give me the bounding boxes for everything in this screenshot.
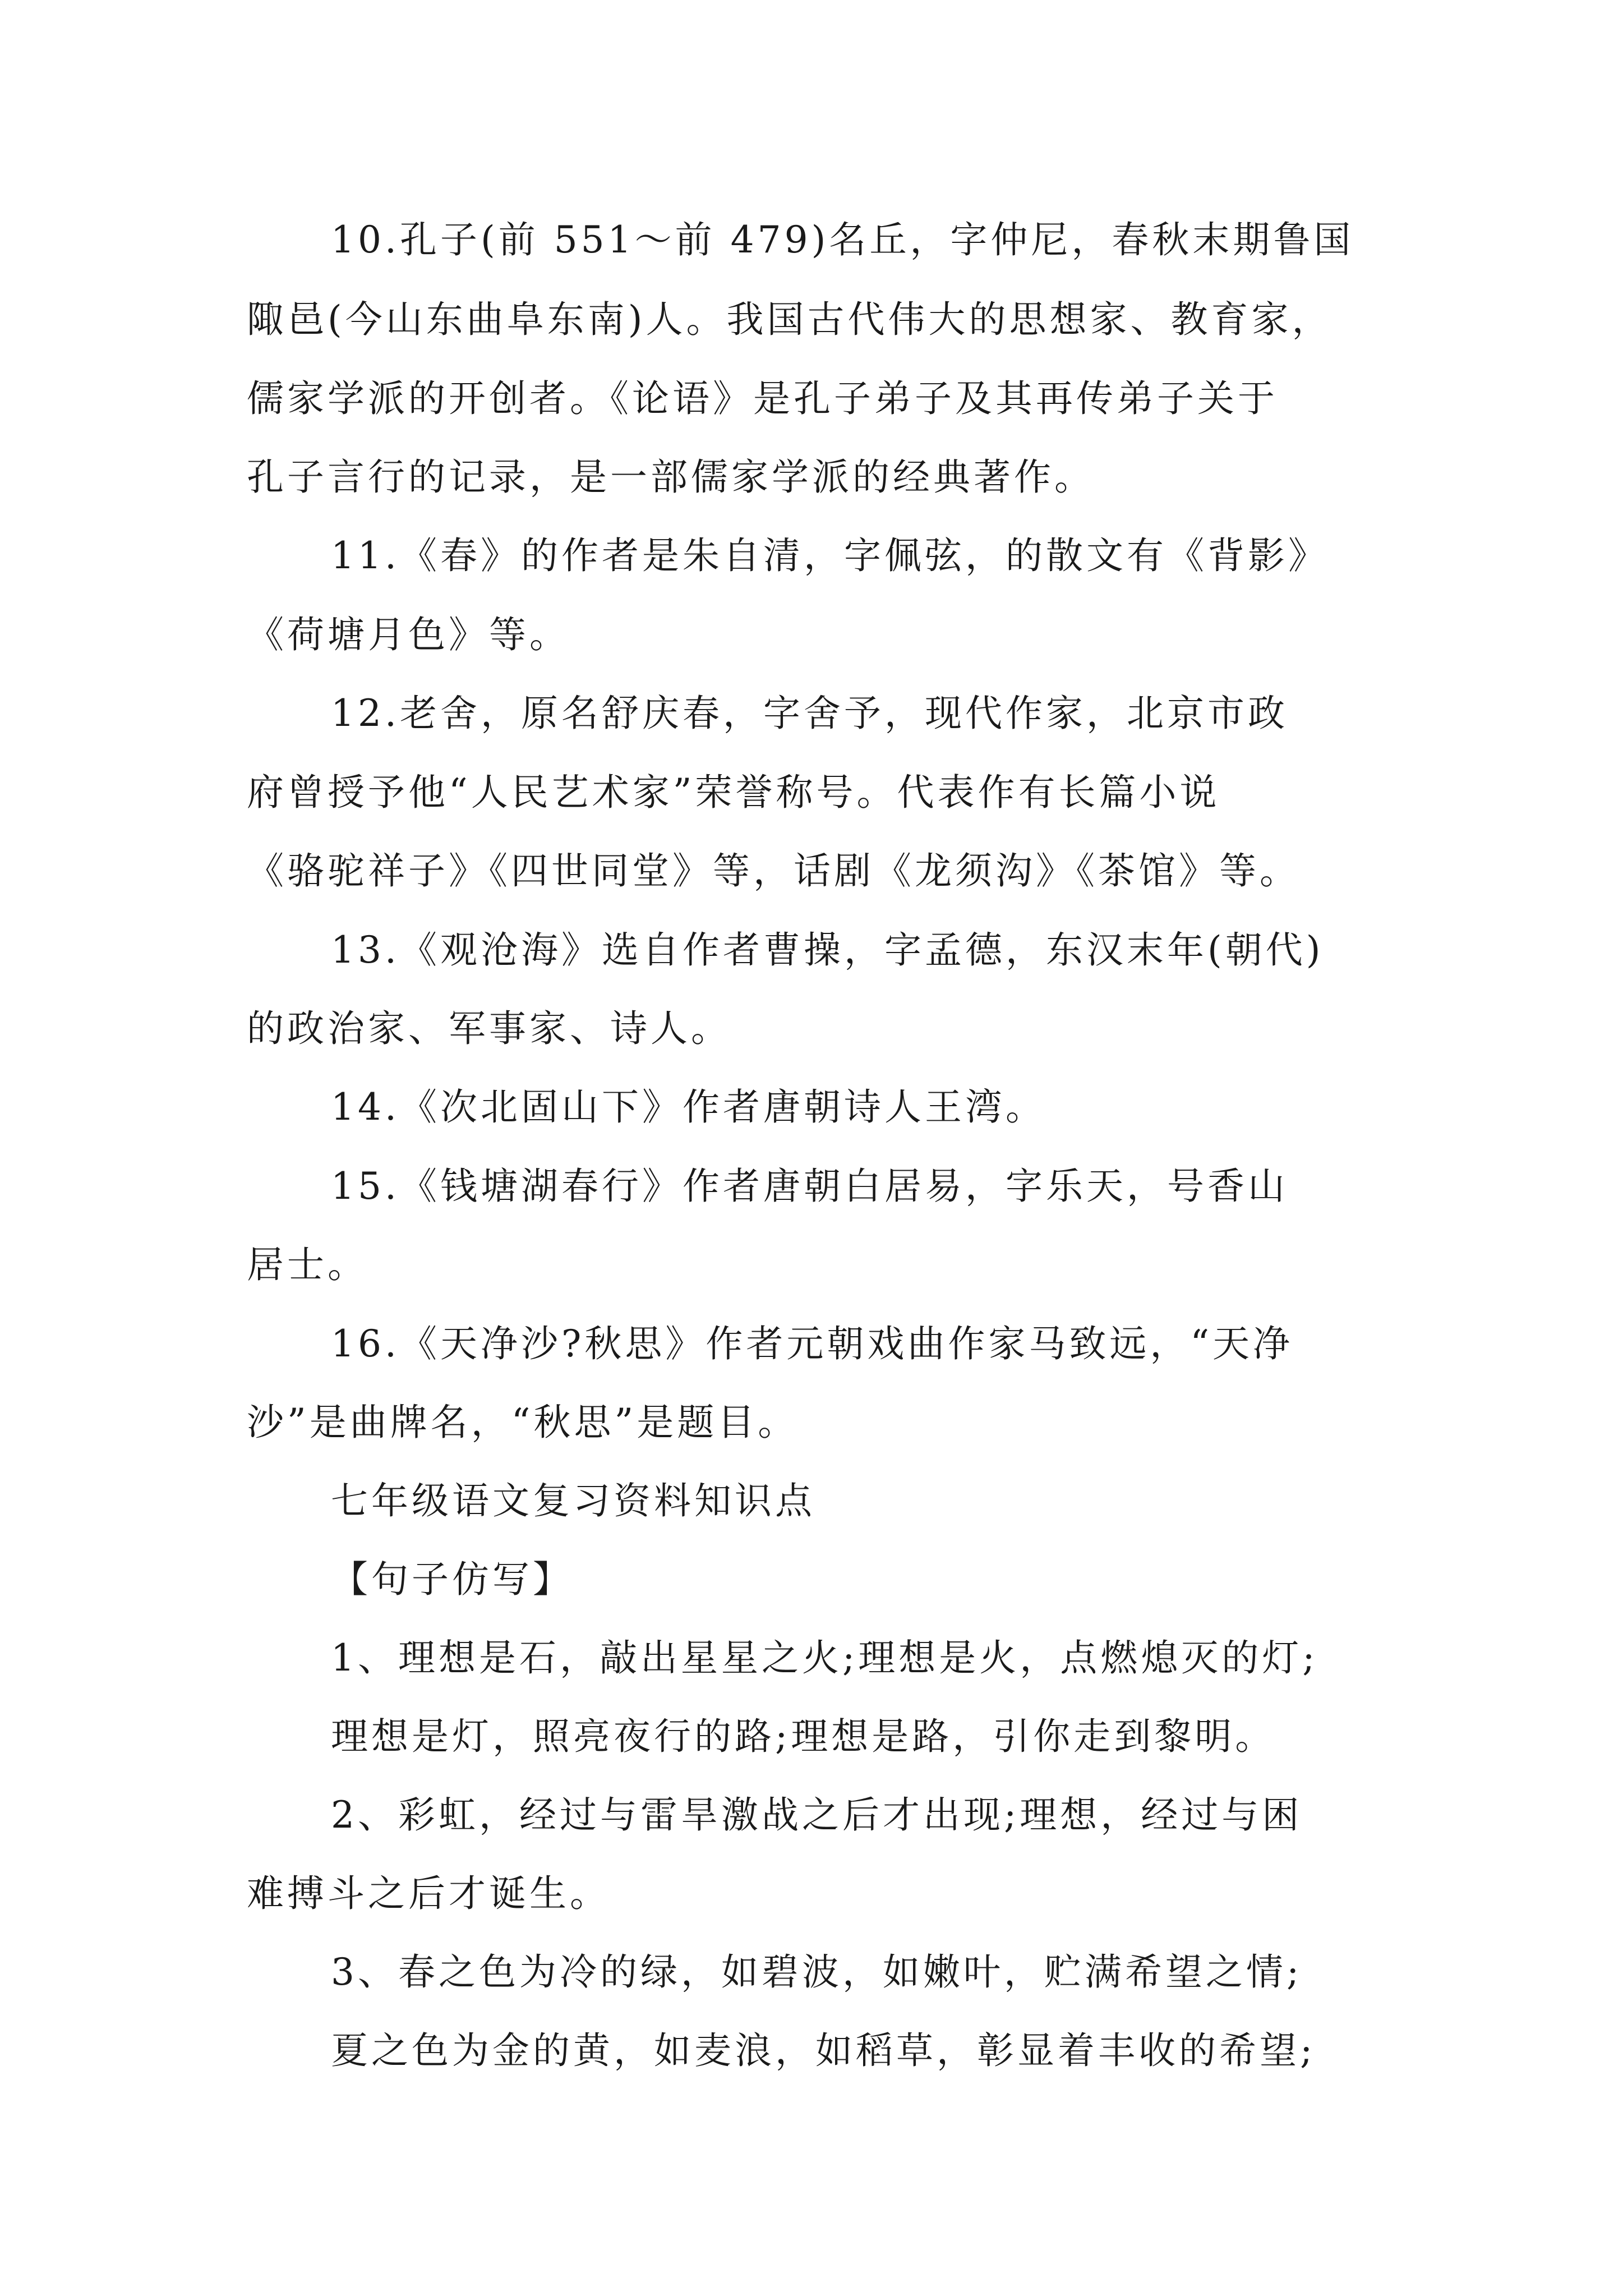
paragraph-line: 2、彩虹，经过与雷旱激战之后才出现;理想，经过与困 xyxy=(331,1793,1303,1837)
paragraph-line: 12.老舍，原名舒庆春，字舍予，现代作家，北京市政 xyxy=(331,692,1288,735)
paragraph-line: 16.《天净沙?秋思》作者元朝戏曲作家马致远，“天净 xyxy=(331,1322,1294,1365)
paragraph-line: 夏之色为金的黄，如麦浪，如稻草，彰显着丰收的希望; xyxy=(331,2029,1316,2072)
paragraph-line: 《骆驼祥子》《四世同堂》等，话剧《龙须沟》《茶馆》等。 xyxy=(247,849,1300,892)
paragraph-line: 难搏斗之后才诞生。 xyxy=(247,1872,610,1915)
paragraph-line: 居士。 xyxy=(247,1243,368,1286)
section-heading: 【句子仿写】 xyxy=(331,1558,573,1601)
paragraph-line: 3、春之色为冷的绿，如碧波，如嫩叶，贮满希望之情; xyxy=(331,1950,1303,1994)
paragraph-line: 14.《次北固山下》作者唐朝诗人王湾。 xyxy=(331,1085,1046,1129)
paragraph-line: 陬邑(今山东曲阜东南)人。我国古代伟大的思想家、教育家， xyxy=(247,298,1332,341)
paragraph-line: 10.孔子(前 551～前 479)名丘，字仲尼，春秋末期鲁国 xyxy=(331,218,1354,261)
paragraph-line: 15.《钱塘湖春行》作者唐朝白居易，字乐天，号香山 xyxy=(331,1165,1288,1208)
section-title: 七年级语文复习资料知识点 xyxy=(331,1479,815,1522)
paragraph-line: 13.《观沧海》选自作者曹操，字孟德，东汉末年(朝代) xyxy=(331,928,1324,972)
paragraph-line: 府曾授予他“人民艺术家”荣誉称号。代表作有长篇小说 xyxy=(247,771,1220,814)
paragraph-line: 儒家学派的开创者。《论语》是孔子弟子及其再传弟子关于 xyxy=(247,377,1278,420)
paragraph-line: 的政治家、军事家、诗人。 xyxy=(247,1007,731,1050)
paragraph-line: 《荷塘月色》等。 xyxy=(247,613,570,656)
paragraph-line: 沙”是曲牌名，“秋思”是题目。 xyxy=(247,1401,799,1444)
paragraph-line: 11.《春》的作者是朱自清，字佩弦，的散文有《背影》 xyxy=(331,534,1329,577)
paragraph-line: 1、理想是石，敲出星星之火;理想是火，点燃熄灭的灯; xyxy=(331,1636,1318,1680)
paragraph-line: 理想是灯，照亮夜行的路;理想是路，引你走到黎明。 xyxy=(331,1715,1276,1758)
paragraph-line: 孔子言行的记录，是一部儒家学派的经典著作。 xyxy=(247,455,1095,499)
